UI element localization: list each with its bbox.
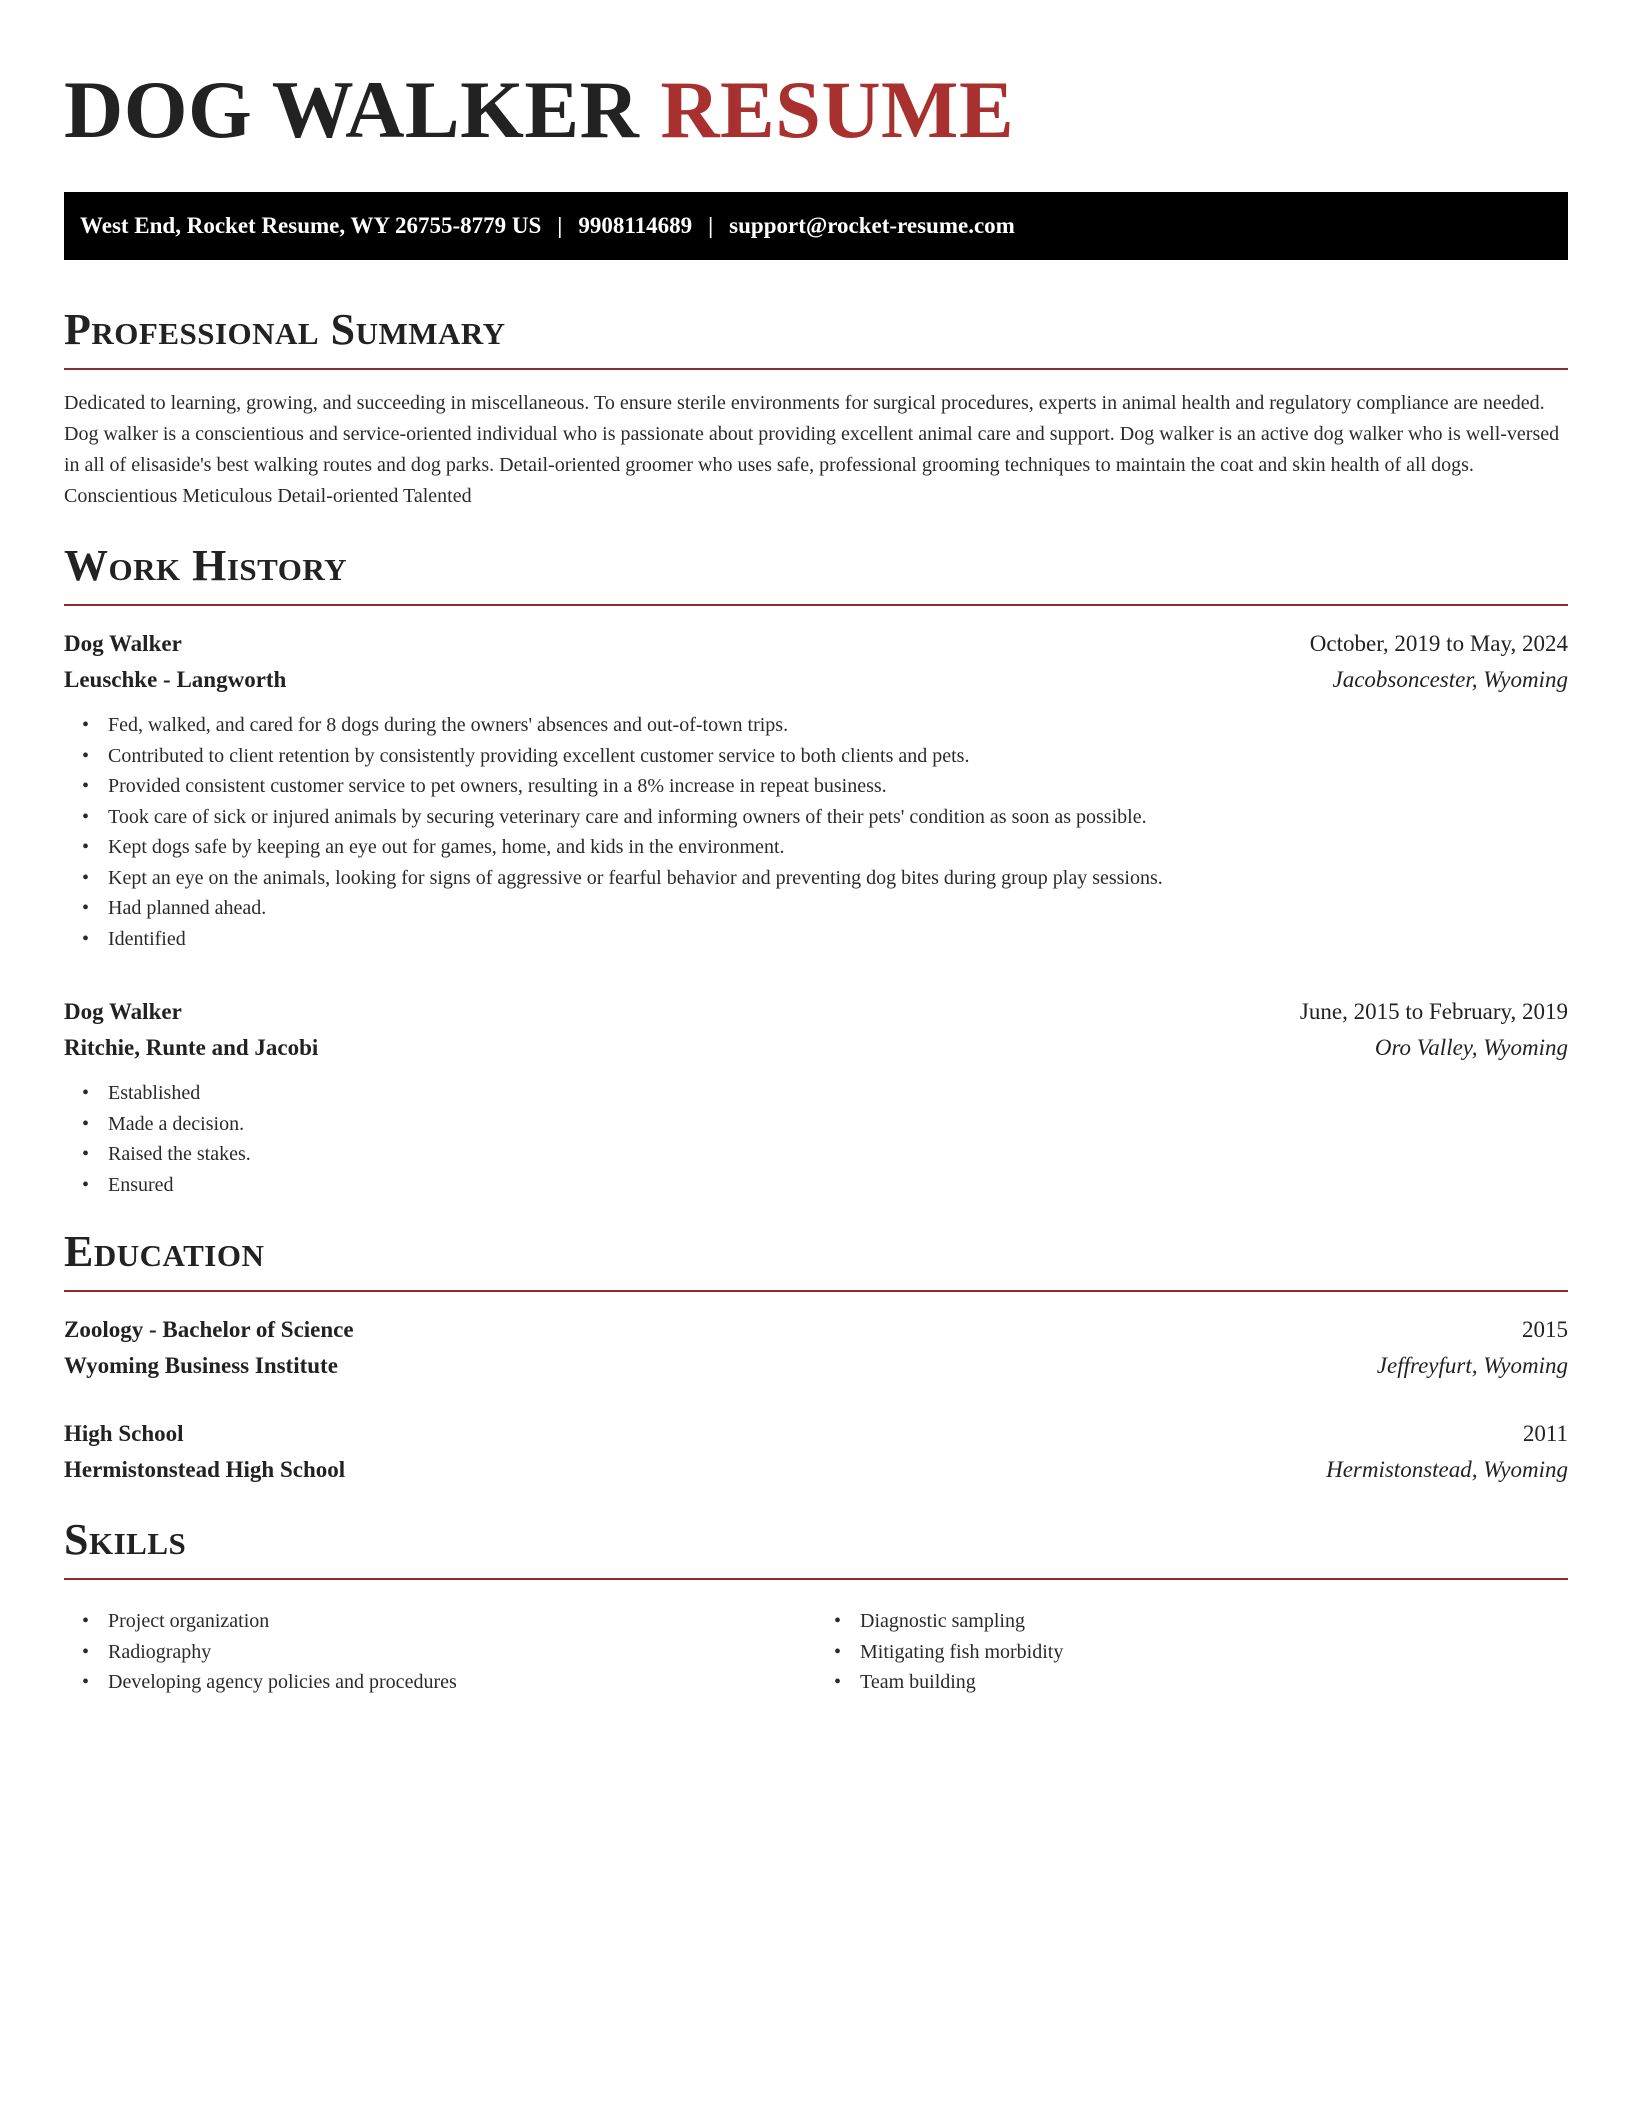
skill-item: • Project organization <box>64 1606 816 1637</box>
job-dates: June, 2015 to February, 2019 <box>1299 999 1568 1024</box>
section-divider <box>64 1290 1568 1292</box>
job-bullet: • Raised the stakes. <box>64 1139 1568 1170</box>
education-school: Wyoming Business Institute <box>64 1353 338 1378</box>
skill-item: • Diagnostic sampling <box>816 1606 1568 1637</box>
job-location: Oro Valley, Wyoming <box>1374 1035 1568 1060</box>
job-bullet: • Kept dogs safe by keeping an eye out for games, home, and kids in the environment. <box>64 832 1568 863</box>
job-bullets <box>64 1078 1568 1200</box>
education-degree: High School <box>64 1421 184 1446</box>
section-heading-education: Education <box>64 1227 265 1276</box>
skill-item: • Radiography <box>64 1637 816 1668</box>
job-bullet: • Identified <box>64 924 1568 955</box>
job-bullet: • Had planned ahead. <box>64 893 1568 924</box>
education-entry <box>64 1416 1568 1488</box>
education-location: Jeffreyfurt, Wyoming <box>1376 1353 1568 1378</box>
job-company: Leuschke - Langworth <box>64 667 287 692</box>
section-heading-summary: Professional Summary <box>64 305 506 354</box>
job-bullet: • Made a decision. <box>64 1109 1568 1140</box>
education-year: 2011 <box>1522 1421 1568 1446</box>
job-bullet: • Provided consistent customer service to pet owners, resulting in a 8% increase in repeat business. <box>64 771 1568 802</box>
contact-bar <box>64 192 1568 260</box>
skills-column-right <box>816 1606 1568 1698</box>
section-divider <box>64 1578 1568 1580</box>
section-heading-work: Work History <box>64 541 348 590</box>
job-bullets <box>64 710 1568 954</box>
job-bullet: • Took care of sick or injured animals by securing veterinary care and informing owners of their pets' condition as soon as possible. <box>64 802 1568 833</box>
contact-address: West End, Rocket Resume, WY 26755-8779 US <box>80 213 542 238</box>
section-divider <box>64 604 1568 606</box>
section-heading-skills: Skills <box>64 1515 187 1564</box>
section-divider <box>64 368 1568 370</box>
job-bullet: • Contributed to client retention by consistently providing excellent customer service to both clients and pets. <box>64 741 1568 772</box>
summary-text: Dedicated to learning, growing, and succeeding in miscellaneous. To ensure sterile environments for surgical procedures, experts in animal health and regulatory compliance are needed. Dog walker is a conscientious and service-oriented individual who is passionate about providing excellent animal care and support. Dog walker is an active dog walker who is well-versed in all of elisaside's best walking routes and dog parks. Detail-oriented groomer who uses safe, professional grooming techniques to maintain the coat and skin health of all dogs. Conscientious Meticulous Detail-oriented Talented <box>64 392 1560 507</box>
contact-phone: 9908114689 <box>578 213 693 238</box>
education-section <box>64 1226 1568 1488</box>
title-accent: RESUME <box>660 64 1015 155</box>
job-company: Ritchie, Runte and Jacobi <box>64 1035 319 1060</box>
education-degree: Zoology - Bachelor of Science <box>64 1317 354 1342</box>
job-bullet: • Fed, walked, and cared for 8 dogs during the owners' absences and out-of-town trips. <box>64 710 1568 741</box>
skills-column-left <box>64 1606 816 1698</box>
contact-separator: | <box>708 213 714 238</box>
contact-separator: | <box>557 213 563 238</box>
job-entry <box>64 626 1568 954</box>
job-bullet: • Established <box>64 1078 1568 1109</box>
work-history-section <box>64 540 1568 1200</box>
contact-email: support@rocket-resume.com <box>729 213 1015 238</box>
education-school: Hermistonstead High School <box>64 1457 346 1482</box>
skills-section <box>64 1514 1568 1698</box>
skill-item: • Developing agency policies and procedures <box>64 1667 816 1698</box>
professional-summary-section <box>64 304 1568 512</box>
job-title: Dog Walker <box>64 631 182 656</box>
education-location: Hermistonstead, Wyoming <box>1326 1457 1568 1482</box>
job-dates: October, 2019 to May, 2024 <box>1309 631 1568 656</box>
job-bullet: • Kept an eye on the animals, looking for signs of aggressive or fearful behavior and preventing dog bites during group play sessions. <box>64 863 1568 894</box>
job-entry <box>64 994 1568 1200</box>
job-title: Dog Walker <box>64 999 182 1024</box>
job-location: Jacobsoncester, Wyoming <box>1332 667 1568 692</box>
job-bullet: • Ensured <box>64 1170 1568 1201</box>
skill-item: • Team building <box>816 1667 1568 1698</box>
education-year: 2015 <box>1522 1317 1568 1342</box>
skill-item: • Mitigating fish morbidity <box>816 1637 1568 1668</box>
title-main: DOG WALKER <box>64 64 640 155</box>
skills-grid <box>64 1594 1568 1698</box>
education-entry <box>64 1312 1568 1384</box>
resume-title <box>64 62 1568 158</box>
